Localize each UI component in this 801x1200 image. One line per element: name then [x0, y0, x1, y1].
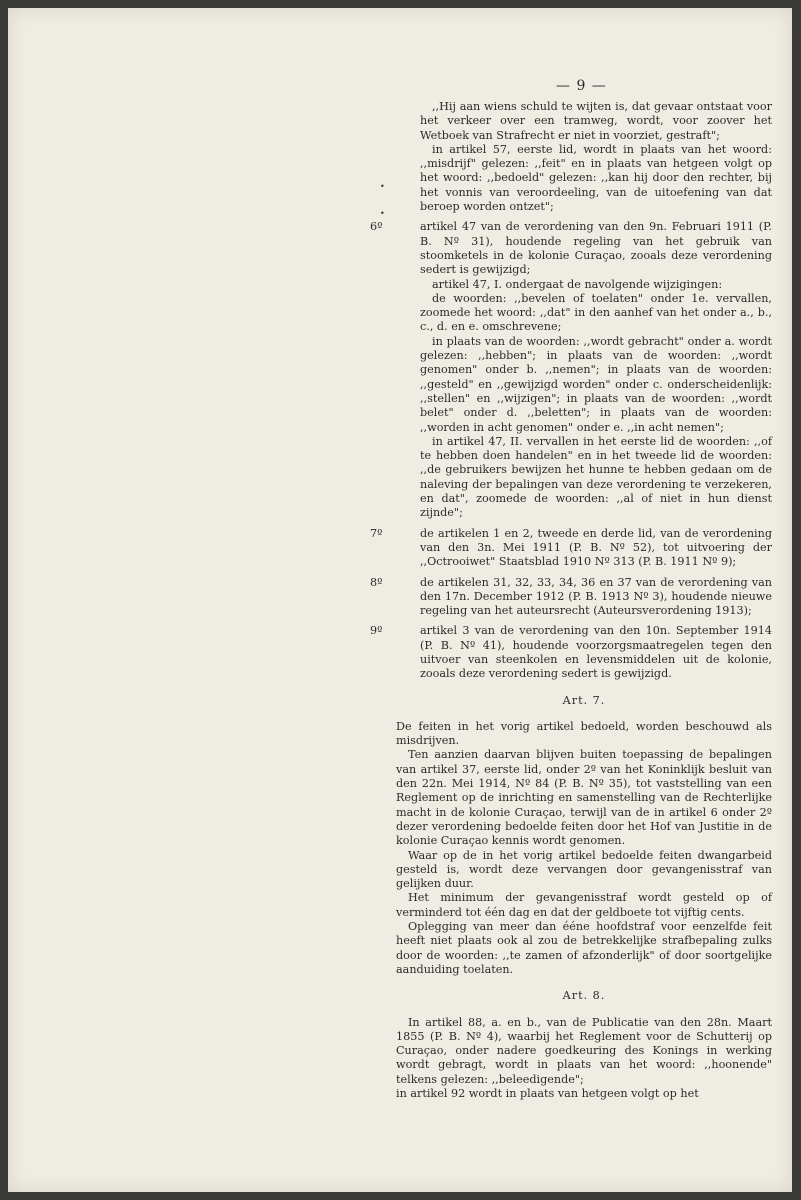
item-number: 7º [370, 526, 383, 540]
article-7-heading: Art. 7. [562, 693, 606, 707]
margin-mark: • [380, 182, 385, 191]
article-7-paragraph: Het minimum der gevangenisstraf wordt gesteld op of verminderd tot één dag en dat der geldboete tot vijftig cents. [396, 891, 772, 919]
item-number: 8º [370, 575, 383, 589]
item-paragraph: de woorden: ,,bevelen of toelaten" onder 1e. vervallen, zoomede het woord: ,,dat" in den aanhef van het onder a., b., c., d. en e. omschrevene; [420, 291, 772, 334]
article-7-paragraph: Ten aanzien daarvan blijven buiten toepassing de bepalingen van artikel 37, eerste lid, onder 2º van het Koninklijk besluit van den 22n. Mei 1914, Nº 84 (P. B. Nº 35), tot vaststelling van een Reglement op de inrichting en samenstelling van de Rechterlijke macht in de kolonie Curaçao, terwijl van de in artikel 6 onder 2º dezer verordening bedoelde feiten door het Hof van Justitie in de kolonie Curaçao kennis wordt genomen. [396, 748, 772, 848]
list-item-6 [370, 220, 772, 520]
item-paragraph: in plaats van de woorden: ,,wordt gebracht" onder a. wordt gelezen: ,,hebben"; in plaats van de woorden: ,,wordt genomen" onder b. ,,nemen"; in plaats van de woorden: ,,gesteld" en ,,gewijzigd worden" onder c. onderscheidenlijk: ,,stellen" en ,,wijzigen"; in plaats van de woorden: ,,wordt belet" onder d. ,,beletten"; in plaats van de woorden: ,,worden in acht genomen" onder e. ,,in acht nemen"; [420, 334, 772, 434]
item-paragraph: artikel 47 van de verordening van den 9n. Februari 1911 (P. B. Nº 31), houdende regeling van het gebruik van stoomketels in de kolonie Curaçao, zooals deze verordening sedert is gewijzigd; [420, 220, 772, 277]
scanned-page [8, 8, 792, 1192]
article-8-paragraph: In artikel 88, a. en b., van de Publicatie van den 28n. Maart 1855 (P. B. Nº 4), waarbij het Reglement voor de Schutterij op Curaçao, onder nadere goedkeuring des Konings in werking wordt gebragt, wordt in plaats van het woord: ,,hoonende" telkens gelezen: ,,beleedigende"; [396, 1015, 772, 1086]
article-8-paragraph: in artikel 92 wordt in plaats van hetgeen volgt op het [396, 1087, 699, 1100]
list-item-7 [370, 526, 772, 570]
list-item-9 [370, 624, 772, 681]
item-number: 6º [370, 220, 383, 234]
item-number: 9º [370, 624, 383, 638]
page-number: — 9 — [556, 78, 607, 94]
article-7-paragraph: Waar op de in het vorig artikel bedoelde feiten dwangarbeid gesteld is, wordt deze vervangen door gevangenisstraf van gelijken duur. [396, 848, 772, 891]
article-7-paragraph: De feiten in het vorig artikel bedoeld, worden beschouwd als misdrijven. [396, 719, 772, 748]
intro-paragraph: in artikel 57, eerste lid, wordt in plaats van het woord: ,,misdrijf" gelezen: ,,feit" en in plaats van hetgeen volgt op het woord: ,,bedoeld" gelezen: ,,kan hij door den rechter, bij het vonnis van veroordeeling, van de uitoefening van dat beroep worden ontzet"; [420, 142, 772, 214]
item-paragraph: artikel 3 van de verordening van den 10n. September 1914 (P. B. Nº 41), houdende voorzorgsmaatregelen tegen den uitvoer van steenkolen en levensmiddelen uit de kolonie, zooals deze verordening sedert is gewijzigd. [420, 624, 772, 681]
item-paragraph: artikel 47, I. ondergaat de navolgende wijzigingen: [432, 277, 723, 291]
list-item-8 [370, 575, 772, 619]
item-paragraph: in artikel 47, II. vervallen in het eerste lid de woorden: ,,of te hebben doen handelen" en in het tweede lid de woorden: ,,de gebruikers bewijzen het hunne te hebben gedaan om de naleving der bepalingen van deze verordening te verzekeren, en dat", zoomede de woorden: ,,al of niet in hun dienst zijnde"; [420, 434, 772, 520]
item-paragraph: de artikelen 31, 32, 33, 34, 36 en 37 van de verordening van den 17n. December 1912 (P. B. 1913 Nº 3), houdende nieuwe regeling van het auteursrecht (Auteursverordening 1913); [420, 575, 772, 618]
margin-mark: • [380, 209, 385, 218]
article-8-heading: Art. 8. [562, 989, 606, 1003]
document-body [370, 100, 772, 1101]
article-7-paragraph: Oplegging van meer dan ééne hoofdstraf voor eenzelfde feit heeft niet plaats ook al zou de betrekkelijke strafbepaling zulks door de woorden: ,,te zamen of afzonderlijk" of door soortgelijke aanduiding toelaten. [396, 920, 772, 976]
item-paragraph: de artikelen 1 en 2, tweede en derde lid, van de verordening van den 3n. Mei 1911 (P. B. Nº 52), tot uitvoering der ,,Octrooiwet" Staatsblad 1910 Nº 313 (P. B. 1911 Nº 9); [420, 526, 772, 569]
intro-paragraph: ,,Hij aan wiens schuld te wijten is, dat gevaar ontstaat voor het verkeer over een tramweg, wordt, voor zoover het Wetboek van Strafrecht er niet in voorziet, gestraft"; [420, 100, 772, 142]
